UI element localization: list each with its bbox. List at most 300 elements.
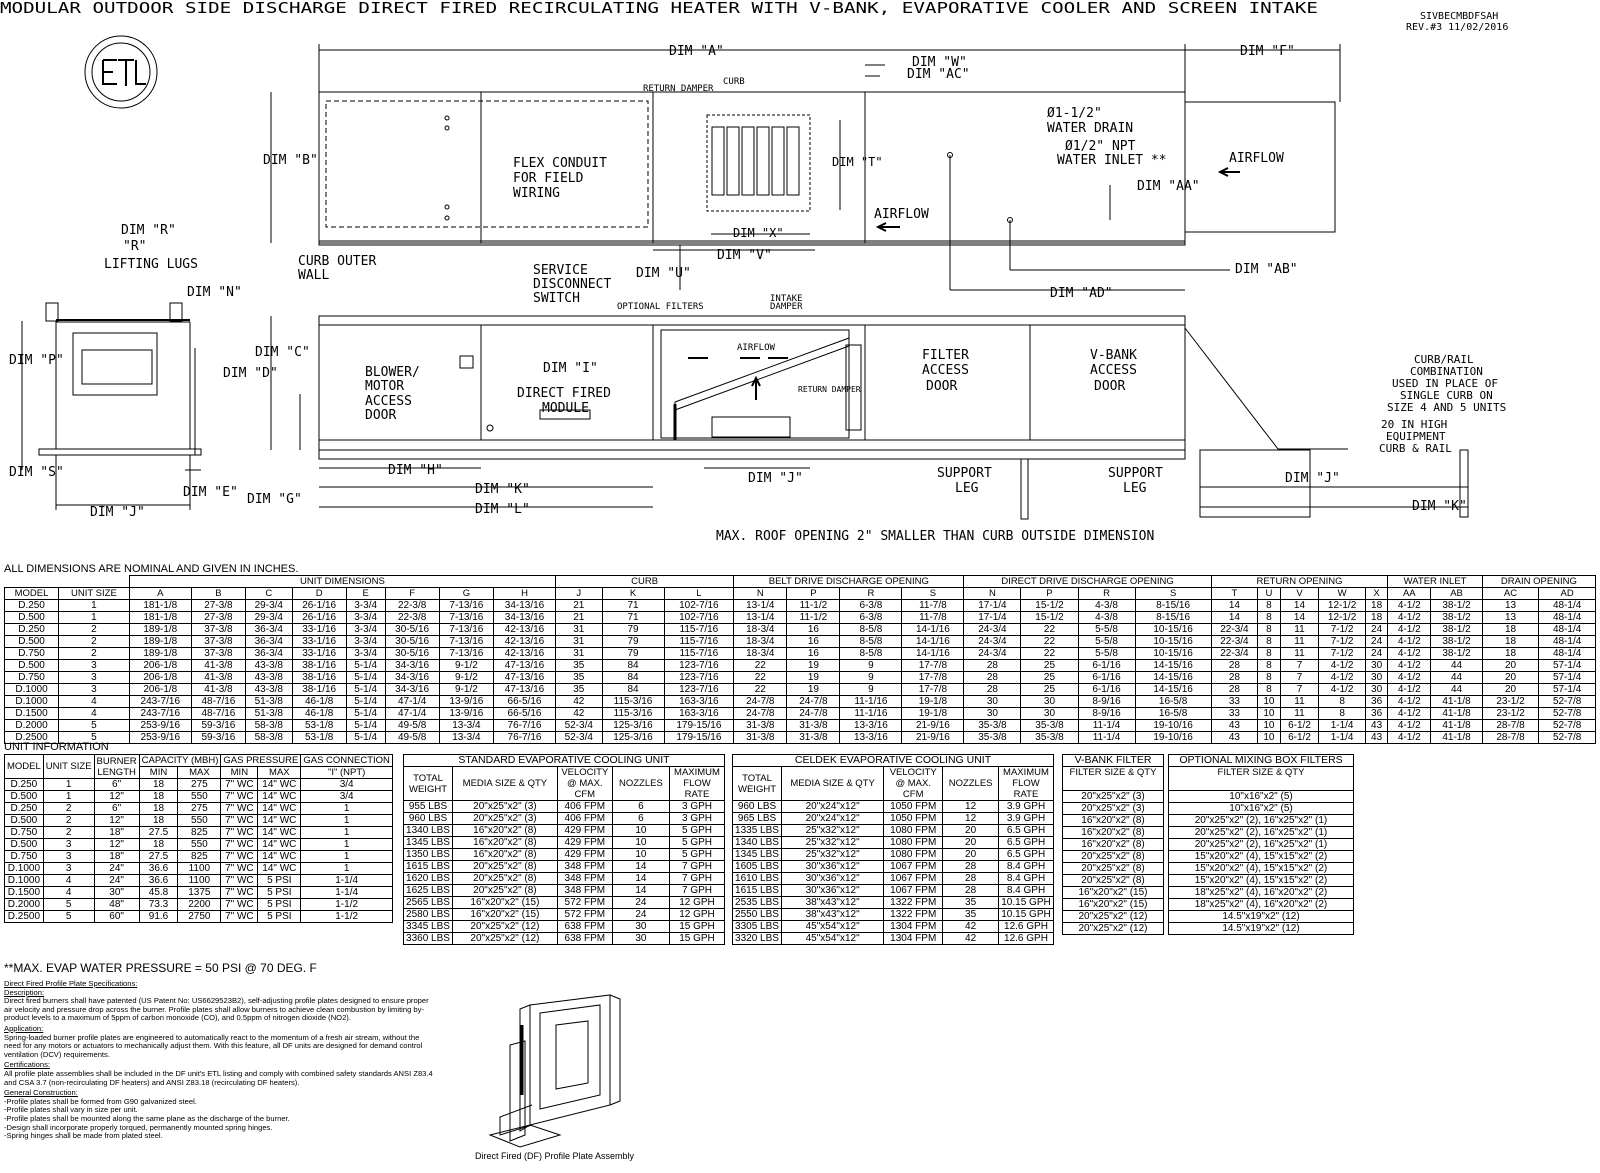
svg-text:DIM "X": DIM "X" (733, 226, 784, 240)
table-cell: 36.6 (139, 863, 178, 875)
table-cell: 84 (602, 672, 664, 684)
svg-text:DIM "J": DIM "J" (90, 505, 145, 520)
table-cell: 15"x20"x2" (4), 15"x15"x2" (2) (1169, 851, 1354, 863)
table-cell: 22-3/4 (1211, 624, 1257, 636)
table-cell: 24-7/8 (787, 696, 840, 708)
table-cell: 3345 LBS (404, 921, 453, 933)
table-cell: 42 (943, 921, 999, 933)
table-cell: D.1000 (5, 875, 44, 887)
table-cell: 4-1/2 (1319, 684, 1365, 696)
table-cell: 20"x25"x2" (2), 16"x25"x2" (1) (1169, 815, 1354, 827)
table-row (404, 933, 725, 945)
table-cell: 11-1/16 (840, 696, 902, 708)
table-cell: 3-3/4 (346, 648, 385, 660)
table-row (404, 849, 725, 861)
table-cell: 18 (139, 779, 178, 791)
table-cell: 84 (602, 660, 664, 672)
table-cell: 550 (178, 839, 221, 851)
table-cell: 22 (734, 672, 787, 684)
table-cell: 30-5/16 (385, 624, 439, 636)
table-cell: 22-3/4 (1211, 648, 1257, 660)
table-row (404, 813, 725, 825)
table-cell: 10 (1258, 720, 1280, 732)
table-cell: 4-1/2 (1388, 684, 1431, 696)
table-row (404, 837, 725, 849)
svg-text:LEG: LEG (1123, 481, 1147, 496)
table-cell: D.500 (5, 612, 59, 624)
table-cell: 9-1/2 (439, 672, 493, 684)
table-cell: D.1000 (5, 684, 59, 696)
table-cell: 17-7/8 (902, 672, 964, 684)
table-cell: 9-1/2 (439, 660, 493, 672)
table-cell: 42-13/16 (494, 624, 556, 636)
table-cell: 35-3/8 (964, 720, 1021, 732)
table-cell: 20"x25"x2" (3) (453, 813, 558, 825)
table-cell: 18 (1365, 600, 1387, 612)
table-cell: 18 (139, 791, 178, 803)
table-cell: 38-1/2 (1431, 636, 1483, 648)
table-cell: 24 (612, 909, 669, 921)
table-cell: 16"x20"x2" (15) (453, 897, 558, 909)
table-cell: 28 (964, 672, 1021, 684)
table-cell: D.2500 (5, 911, 44, 923)
svg-text:USED IN PLACE OF: USED IN PLACE OF (1392, 377, 1498, 390)
table-cell: 51-3/8 (246, 708, 292, 720)
table-cell: 2535 LBS (733, 897, 782, 909)
table-cell: 49-5/8 (385, 732, 439, 744)
dims-col-header: G (439, 588, 493, 600)
table-cell: 27.5 (139, 827, 178, 839)
table-cell: 11 (1280, 648, 1319, 660)
table-cell: 123-7/16 (664, 672, 734, 684)
notes-desc-heading: Description: (4, 987, 45, 997)
table-cell: 34-3/16 (385, 672, 439, 684)
group-return: RETURN OPENING (1211, 576, 1388, 588)
table-cell: 5 GPH (670, 837, 725, 849)
table-cell: 1067 FPM (884, 873, 943, 885)
table-cell: D.500 (5, 636, 59, 648)
svg-text:DIM "H": DIM "H" (388, 463, 443, 478)
table-cell: 14" WC (258, 791, 301, 803)
table-cell: 8 (1258, 600, 1280, 612)
table-cell: 4-1/2 (1388, 600, 1431, 612)
table-cell: 37-3/8 (191, 648, 245, 660)
table-cell: 48-1/4 (1539, 636, 1596, 648)
table-cell: 48-1/4 (1539, 648, 1596, 660)
table-row (1169, 803, 1354, 815)
table-cell: 52-7/8 (1539, 696, 1596, 708)
table-cell: 16"x20"x2" (15) (453, 909, 558, 921)
table-cell: 58-3/8 (246, 732, 292, 744)
dims-col-header: B (191, 588, 245, 600)
dims-col-header: E (346, 588, 385, 600)
table-cell: 36 (1365, 708, 1387, 720)
table-cell: 12 (943, 801, 999, 813)
table-cell: 15-1/2 (1021, 612, 1078, 624)
table-cell: 42 (943, 933, 999, 945)
table-cell: 4-1/2 (1388, 708, 1431, 720)
table-cell: 20"x25"x2" (8) (1063, 863, 1164, 875)
table-cell: 12" (94, 791, 139, 803)
table-cell: D.1500 (5, 887, 44, 899)
table-cell: D.250 (5, 803, 44, 815)
svg-text:DIM "F": DIM "F" (1240, 44, 1295, 59)
table-cell: 206-1/8 (129, 672, 191, 684)
table-cell: 12-1/2 (1319, 612, 1365, 624)
notes-block (4, 980, 434, 1141)
table-cell: 38-1/16 (292, 660, 346, 672)
table-row (404, 921, 725, 933)
table-cell: 243-7/16 (129, 696, 191, 708)
table-cell: D.500 (5, 660, 59, 672)
table-cell: 5-5/8 (1078, 648, 1135, 660)
table-cell: 20"x24"x12" (782, 813, 884, 825)
table-row (733, 873, 1054, 885)
svg-text:DIM "I": DIM "I" (543, 361, 598, 376)
table-cell: 12" (94, 815, 139, 827)
table-cell: 46-1/8 (292, 708, 346, 720)
group-curb: CURB (556, 576, 734, 588)
table-cell: 34-13/16 (494, 612, 556, 624)
table-cell: 4 (43, 875, 94, 887)
table-cell: 638 FPM (557, 933, 612, 945)
table-cell: 8 (1258, 612, 1280, 624)
table-cell: 13-3/16 (840, 720, 902, 732)
table-cell: 163-3/16 (664, 708, 734, 720)
table-cell: 30 (1021, 696, 1078, 708)
table-cell: 19-1/8 (902, 696, 964, 708)
table-cell: 47-1/4 (385, 708, 439, 720)
table-cell: D.1000 (5, 696, 59, 708)
table-row (1169, 863, 1354, 875)
table-cell: 7" WC (221, 791, 258, 803)
std-h-weight: TOTAL WEIGHT (404, 767, 453, 801)
table-cell: 3 GPH (670, 801, 725, 813)
table-cell: 125-3/16 (602, 732, 664, 744)
table-cell: 14" WC (258, 851, 301, 863)
table-cell: 38-1/2 (1431, 624, 1483, 636)
table-cell: 1-1/4 (1319, 732, 1365, 744)
table-cell: 181-1/8 (129, 600, 191, 612)
table-cell: 12 (943, 813, 999, 825)
table-cell: 46-1/8 (292, 696, 346, 708)
svg-text:DIM "W": DIM "W" (912, 55, 967, 70)
table-cell: 115-3/16 (602, 708, 664, 720)
svg-text:OPTIONAL FILTERS: OPTIONAL FILTERS (617, 302, 704, 312)
table-cell: 6.5 GPH (999, 849, 1054, 861)
table-row (1169, 827, 1354, 839)
table-cell: 14" WC (258, 803, 301, 815)
table-cell: 13-9/16 (439, 708, 493, 720)
table-cell: 20"x25"x2" (2), 16"x25"x2" (1) (1169, 827, 1354, 839)
dims-col-header: P (1021, 588, 1078, 600)
table-cell: 10 (1258, 732, 1280, 744)
table-cell: 1080 FPM (884, 837, 943, 849)
table-cell: 1304 FPM (884, 933, 943, 945)
svg-text:DIM "A": DIM "A" (669, 44, 724, 59)
table-cell: 11-1/4 (1078, 720, 1135, 732)
table-cell: 406 FPM (557, 813, 612, 825)
table-cell: 30 (612, 933, 669, 945)
table-cell: 18-3/4 (734, 648, 787, 660)
svg-text:FLEX CONDUIT: FLEX CONDUIT (513, 156, 607, 171)
table-cell: 5 GPH (670, 849, 725, 861)
dimensions-table (4, 575, 1596, 744)
table-row (5, 875, 393, 887)
table-cell: 3360 LBS (404, 933, 453, 945)
svg-text:DIM "L": DIM "L" (475, 502, 530, 517)
table-cell: 14-15/16 (1135, 684, 1211, 696)
table-cell: 42-13/16 (494, 648, 556, 660)
table-cell: 10 (1258, 696, 1280, 708)
table-cell: 31-3/8 (734, 732, 787, 744)
table-cell: 3.9 GPH (999, 813, 1054, 825)
table-cell: 79 (602, 624, 664, 636)
table-cell: 7" WC (221, 839, 258, 851)
svg-text:DIM "J": DIM "J" (748, 471, 803, 486)
svg-text:EQUIPMENT: EQUIPMENT (1386, 430, 1446, 443)
table-cell: 2 (59, 636, 130, 648)
table-cell: 189-1/8 (129, 624, 191, 636)
table-cell: 550 (178, 815, 221, 827)
table-cell: 1 (59, 600, 130, 612)
table-cell: 6" (94, 779, 139, 791)
table-cell: 11 (1280, 696, 1319, 708)
table-cell: 30 (964, 696, 1021, 708)
cel-h-weight: TOTAL WEIGHT (733, 767, 782, 801)
table-cell: 13-9/16 (439, 696, 493, 708)
notes-cert: All profile plate assemblies shall be included in the DF unit's ETL listing and comply with combined safety standards ANSI Z83.4 and CSA 3.7 (non-recirculating DF heaters) and ANSI Z83.18 (recirculating DF heaters). (4, 1068, 433, 1087)
table-cell: 18 (139, 803, 178, 815)
table-cell: 24-7/8 (787, 708, 840, 720)
table-cell: 5 (43, 899, 94, 911)
table-cell: 20"x25"x2" (8) (453, 885, 558, 897)
table-cell: 206-1/8 (129, 660, 191, 672)
table-cell: 44 (1431, 660, 1483, 672)
table-cell: 19 (787, 672, 840, 684)
table-cell: 23-1/2 (1482, 696, 1538, 708)
svg-text:MAX. ROOF OPENING 2" SMALLER T: MAX. ROOF OPENING 2" SMALLER THAN CURB OUTSIDE DIMENSION (716, 529, 1155, 544)
table-cell: 13-3/4 (439, 720, 493, 732)
table-cell: 14" WC (258, 827, 301, 839)
table-cell: 38-1/2 (1431, 612, 1483, 624)
table-cell: 18-3/4 (734, 636, 787, 648)
table-cell: 20"x25"x2" (8) (1063, 875, 1164, 887)
table-cell: 429 FPM (557, 837, 612, 849)
table-cell: 1304 FPM (884, 921, 943, 933)
table-cell: 10"x16"x2" (5) (1169, 791, 1354, 803)
table-cell: 2 (43, 815, 94, 827)
table-cell: 57-1/4 (1539, 684, 1596, 696)
table-cell: 28 (943, 861, 999, 873)
table-cell: 8-5/8 (840, 648, 902, 660)
table-row (5, 672, 1596, 684)
table-cell: 24" (94, 875, 139, 887)
table-cell: 8 (1258, 684, 1280, 696)
table-cell: 22 (734, 684, 787, 696)
table-cell: 35 (556, 672, 602, 684)
table-cell: 14 (612, 885, 669, 897)
table-cell: 1-1/2 (301, 911, 393, 923)
cel-h-media: MEDIA SIZE & QTY (782, 767, 884, 801)
svg-text:DIM "C": DIM "C" (255, 345, 310, 360)
table-cell: 189-1/8 (129, 648, 191, 660)
table-cell: 14 (612, 861, 669, 873)
table-cell: 5 (59, 732, 130, 744)
table-cell: 8 (1258, 660, 1280, 672)
table-cell: 1615 LBS (404, 861, 453, 873)
svg-text:MODULE: MODULE (542, 401, 589, 416)
table-cell: 7 GPH (670, 885, 725, 897)
table-cell: 7-13/16 (439, 600, 493, 612)
table-cell: 8-9/16 (1078, 708, 1135, 720)
table-row (5, 887, 393, 899)
table-cell: 102-7/16 (664, 612, 734, 624)
top-labels (263, 44, 1298, 301)
table-cell: 33 (1211, 708, 1257, 720)
table-row (404, 873, 725, 885)
table-row (5, 732, 1596, 744)
svg-text:CURB: CURB (723, 77, 745, 87)
table-cell: D.250 (5, 779, 44, 791)
table-row (404, 861, 725, 873)
table-cell: 163-3/16 (664, 696, 734, 708)
table-row (733, 861, 1054, 873)
table-row (404, 885, 725, 897)
table-cell: 10 (612, 849, 669, 861)
table-cell: 47-1/4 (385, 696, 439, 708)
table-cell: 20 (943, 837, 999, 849)
table-cell: 35 (556, 660, 602, 672)
table-cell: 348 FPM (557, 885, 612, 897)
table-cell: 1345 LBS (733, 849, 782, 861)
table-cell: 7-1/2 (1319, 648, 1365, 660)
table-cell: 20"x25"x2" (8) (453, 861, 558, 873)
svg-text:DIM "AB": DIM "AB" (1235, 262, 1298, 277)
table-cell: 7" WC (221, 779, 258, 791)
svg-text:BLOWER/: BLOWER/ (365, 365, 420, 380)
table-cell: 14.5"x19"x2" (12) (1169, 923, 1354, 935)
table-cell: 4-1/2 (1388, 696, 1431, 708)
table-cell: D.500 (5, 815, 44, 827)
notes-title: Direct Fired Profile Plate Specifications: (4, 979, 138, 988)
table-cell: 30-5/16 (385, 648, 439, 660)
table-cell: 253-9/16 (129, 720, 191, 732)
table-row (1063, 911, 1164, 923)
dims-col-header: S (1135, 588, 1211, 600)
table-cell: 8.4 GPH (999, 861, 1054, 873)
notes-cert-heading: Certifications: (4, 1060, 51, 1070)
std-h-media: MEDIA SIZE & QTY (453, 767, 558, 801)
table-cell: 3-3/4 (346, 600, 385, 612)
dims-col-header: R (1078, 588, 1135, 600)
table-cell: 15 GPH (670, 933, 725, 945)
drawing (0, 0, 1600, 560)
table-row (5, 720, 1596, 732)
table-cell: 43 (1365, 732, 1387, 744)
table-cell: 1 (43, 791, 94, 803)
table-cell: 15"x20"x2" (4), 15"x15"x2" (2) (1169, 863, 1354, 875)
notes-app-heading: Application: (4, 1023, 44, 1033)
notes-gen-heading: General Construction: (4, 1088, 78, 1098)
table-cell: 21-9/16 (902, 720, 964, 732)
table-cell: 57-1/4 (1539, 672, 1596, 684)
cel-h-flow: MAXIMUM FLOW RATE (999, 767, 1054, 801)
table-cell: 7 (1280, 672, 1319, 684)
h-cap-min: MIN (139, 767, 178, 779)
svg-text:SIZE 4 AND 5 UNITS: SIZE 4 AND 5 UNITS (1387, 401, 1507, 414)
table-row (1169, 839, 1354, 851)
dims-col-header: P (787, 588, 840, 600)
svg-text:DOOR: DOOR (365, 408, 397, 423)
notes-gen-4: -Spring hinges shall be made from plated steel. (4, 1131, 163, 1141)
table-cell: 4-1/2 (1388, 732, 1431, 744)
table-cell: 4 (59, 696, 130, 708)
table-cell: 52-3/4 (556, 732, 602, 744)
dims-col-header: X (1365, 588, 1387, 600)
table-cell: 7" WC (221, 815, 258, 827)
table-cell: 41-1/8 (1431, 732, 1483, 744)
table-row (404, 909, 725, 921)
table-cell: 5-1/4 (346, 696, 385, 708)
table-cell: 20"x25"x2" (2), 16"x25"x2" (1) (1169, 839, 1354, 851)
table-row (733, 921, 1054, 933)
table-cell: 1620 LBS (404, 873, 453, 885)
table-cell: 3/4 (301, 791, 393, 803)
table-cell: 1-1/2 (301, 899, 393, 911)
std-body (404, 801, 725, 945)
svg-text:SINGLE CURB ON: SINGLE CURB ON (1400, 389, 1493, 402)
dims-col-header: AD (1539, 588, 1596, 600)
table-cell: 26-1/16 (292, 600, 346, 612)
table-cell: 22 (1021, 624, 1078, 636)
table-cell: 42 (556, 696, 602, 708)
vbank-title: V-BANK FILTER (1063, 755, 1164, 767)
dims-col-header: AA (1388, 588, 1431, 600)
table-cell: 4-3/8 (1078, 600, 1135, 612)
table-row (1063, 815, 1164, 827)
table-cell: 38"x43"x12" (782, 897, 884, 909)
table-cell: 12 GPH (670, 909, 725, 921)
table-row (5, 851, 393, 863)
table-cell: 20"x25"x2" (8) (453, 873, 558, 885)
dims-col-header: F (385, 588, 439, 600)
table-cell: 30 (1365, 684, 1387, 696)
table-cell: 20"x25"x2" (3) (1063, 791, 1164, 803)
table-cell: 22-3/8 (385, 600, 439, 612)
svg-text:INTAKE: INTAKE (770, 294, 803, 304)
table-cell: D.500 (5, 839, 44, 851)
cel-title: CELDEK EVAPORATIVE COOLING UNIT (733, 755, 1054, 767)
svg-text:DIM "S": DIM "S" (9, 465, 64, 480)
table-row (1169, 923, 1354, 935)
h-gas-pressure: GAS PRESSURE (221, 755, 301, 767)
svg-text:DIM "U": DIM "U" (636, 266, 691, 281)
dims-col-header: T (1211, 588, 1257, 600)
table-cell: 21 (556, 612, 602, 624)
table-row (404, 801, 725, 813)
vbank-filter-table (1062, 754, 1164, 935)
table-row (1063, 791, 1164, 803)
table-row (733, 897, 1054, 909)
svg-text:CURB OUTER: CURB OUTER (298, 254, 377, 269)
end-labels (9, 223, 302, 520)
table-cell: 10-15/16 (1135, 624, 1211, 636)
table-cell: 79 (602, 636, 664, 648)
group-drain: DRAIN OPENING (1482, 576, 1595, 588)
table-cell: 348 FPM (557, 861, 612, 873)
table-cell: 16-5/8 (1135, 708, 1211, 720)
